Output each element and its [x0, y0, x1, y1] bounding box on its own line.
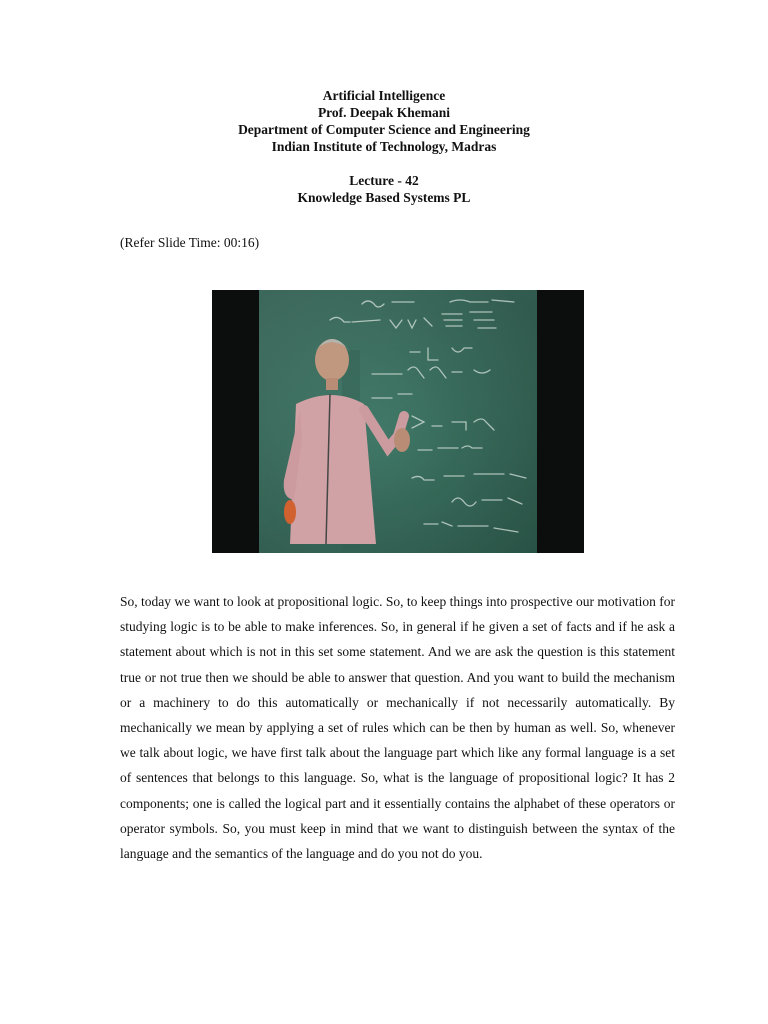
- lecture-paragraph: So, today we want to look at propositional logic. So, to keep things into prospective our motivation for studying logic is to be able to make inferences. So, in general if he given a set of facts and if he ask a statement about which is not in this set some statement. And we are ask the question is this statement true or not true then we should be able to answer that question. And you want to build the mechanism or a machinery to do this automatically or mechanically if not necessarily automatically. By mechanically we mean by applying a set of rules which can be then by human as well. So, whenever we talk about logic, we have first talk about the language part which like any formal language is a set of sentences that belongs to this language. So, what is the language of propositional logic? It has 2 components; one is called the logical part and it essentially contains the alphabet of these operators or operator symbols. So, you must keep in mind that we want to distinguish between the syntax of the language and the semantics of the language and do you not do you.: [120, 594, 675, 862]
- lecture-number: Lecture - 42: [349, 173, 419, 188]
- header-gap: [0, 155, 768, 172]
- lecture-video-image: [212, 290, 584, 553]
- professor-name: Prof. Deepak Khemani: [317, 105, 451, 120]
- lecture-title: Knowledge Based Systems PL: [297, 190, 471, 205]
- document-header: [0, 87, 768, 206]
- lecture-video-frame: [212, 290, 584, 553]
- department-name: Department of Computer Science and Engineering: [238, 122, 530, 137]
- institute-name: Indian Institute of Technology, Madras: [271, 139, 497, 154]
- refer-slide-time: (Refer Slide Time: 00:16): [120, 235, 260, 250]
- course-title: Artificial Intelligence: [322, 88, 446, 103]
